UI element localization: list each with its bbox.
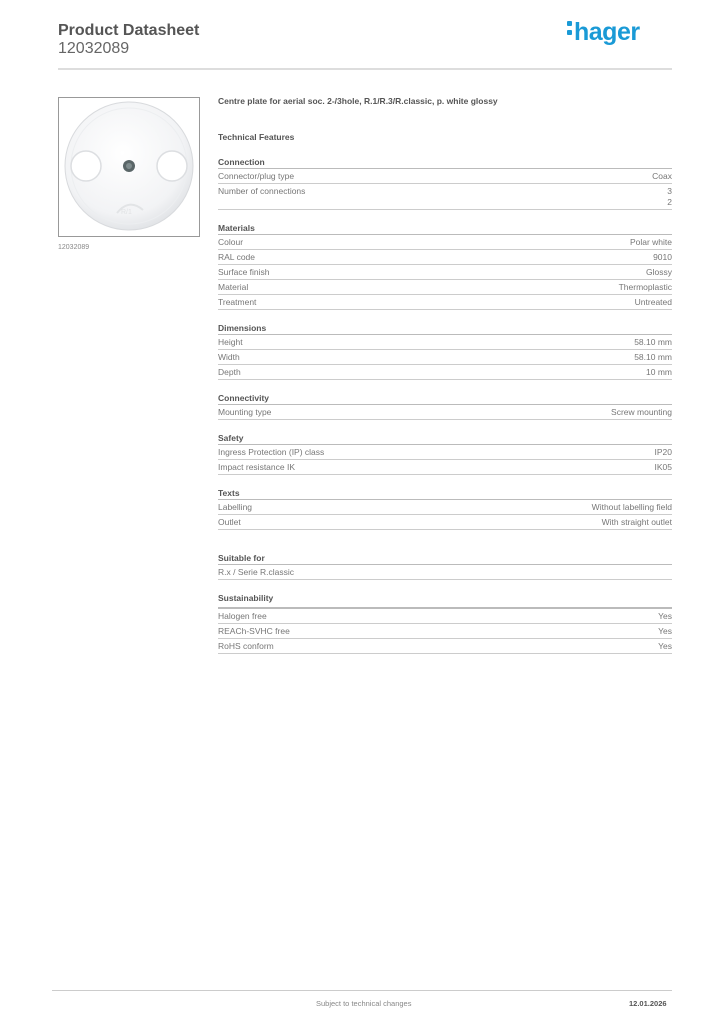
spec-value: Thermoplastic xyxy=(618,282,672,292)
spec-label: Treatment xyxy=(218,297,257,307)
footer-date: 12.01.2026 xyxy=(629,999,667,1008)
spec-label: Ingress Protection (IP) class xyxy=(218,447,325,457)
product-description: Centre plate for aerial soc. 2-/3hole, R.1/R.3/R.classic, p. white glossy xyxy=(218,96,498,106)
section-title: Suitable for xyxy=(218,552,672,565)
spec-label: Halogen free xyxy=(218,611,267,621)
spec-row xyxy=(218,350,672,365)
spec-value-group xyxy=(667,186,672,208)
spec-row xyxy=(218,445,672,460)
spec-value: 9010 xyxy=(653,252,672,262)
section-sustainability xyxy=(218,592,672,654)
spec-label: RAL code xyxy=(218,252,256,262)
section-connectivity xyxy=(218,392,672,420)
spec-row xyxy=(218,609,672,624)
spec-value: Glossy xyxy=(646,267,672,277)
datasheet-content xyxy=(218,95,672,654)
section-suitable-for xyxy=(218,552,672,580)
section-title: Connectivity xyxy=(218,392,672,405)
spec-label: Depth xyxy=(218,367,241,377)
spec-label: Surface finish xyxy=(218,267,270,277)
spec-row xyxy=(218,280,672,295)
logo-colon-icon xyxy=(567,17,574,39)
spec-value: Screw mounting xyxy=(611,407,672,417)
spec-row xyxy=(218,405,672,420)
spec-row xyxy=(218,250,672,265)
section-title: Materials xyxy=(218,222,672,235)
spec-value: Yes xyxy=(658,611,672,621)
footer-note: Subject to technical changes xyxy=(316,999,412,1008)
product-image xyxy=(58,97,200,237)
section-dimensions xyxy=(218,322,672,380)
image-caption: 12032089 xyxy=(58,244,90,251)
spec-row xyxy=(218,235,672,250)
spec-row xyxy=(218,169,672,184)
spec-value: 58.10 mm xyxy=(634,337,672,347)
hager-logo xyxy=(567,17,640,47)
spec-value: Yes xyxy=(658,626,672,636)
spec-value: IK05 xyxy=(654,462,672,472)
page-title: Product Datasheet xyxy=(58,22,200,39)
spec-label: REACh-SVHC free xyxy=(218,626,290,636)
spec-row xyxy=(218,365,672,380)
spec-label: Connector/plug type xyxy=(218,171,295,181)
spec-label: Impact resistance IK xyxy=(218,462,296,472)
spec-value: Yes xyxy=(658,641,672,651)
spec-label: Height xyxy=(218,337,243,347)
spec-label: RoHS conform xyxy=(218,641,274,651)
spec-value: With straight outlet xyxy=(601,517,672,527)
spec-label: Width xyxy=(218,352,240,362)
svg-text:R/1: R/1 xyxy=(121,209,132,216)
spec-row xyxy=(218,184,672,210)
spec-label: Mounting type xyxy=(218,407,272,417)
spec-row xyxy=(218,295,672,310)
footer-divider xyxy=(52,990,672,991)
section-safety xyxy=(218,432,672,475)
logo-text: hager xyxy=(574,18,640,46)
spec-row xyxy=(218,460,672,475)
header-divider xyxy=(58,68,672,70)
spec-value: 2 xyxy=(667,197,672,207)
spec-label: Number of connections xyxy=(218,186,306,196)
section-title: Sustainability xyxy=(218,592,672,609)
spec-value: Coax xyxy=(652,171,672,181)
spec-row xyxy=(218,639,672,654)
spec-row xyxy=(218,565,672,580)
section-texts xyxy=(218,487,672,530)
spec-value: 10 mm xyxy=(646,367,672,377)
section-title: Connection xyxy=(218,156,672,169)
spec-value: IP20 xyxy=(654,447,672,457)
technical-features-heading: Technical Features xyxy=(218,132,295,142)
spec-row xyxy=(218,500,672,515)
section-materials xyxy=(218,222,672,310)
spec-row xyxy=(218,335,672,350)
spec-value: Polar white xyxy=(629,237,672,247)
spec-label: R.x / Serie R.classic xyxy=(218,567,295,577)
spec-row xyxy=(218,624,672,639)
spec-value: Without labelling field xyxy=(591,502,672,512)
spec-label: Colour xyxy=(218,237,244,247)
spec-value: 58.10 mm xyxy=(634,352,672,362)
centre-plate-image-icon xyxy=(59,98,199,236)
spec-label: Material xyxy=(218,282,249,292)
section-title: Safety xyxy=(218,432,672,445)
article-number: 12032089 xyxy=(58,40,130,57)
section-title: Texts xyxy=(218,487,672,500)
spec-label: Labelling xyxy=(218,502,253,512)
spec-value: Untreated xyxy=(634,297,672,307)
spec-row xyxy=(218,515,672,530)
section-title: Dimensions xyxy=(218,322,672,335)
section-connection xyxy=(218,156,672,210)
spec-label: Outlet xyxy=(218,517,241,527)
spec-row xyxy=(218,265,672,280)
spec-value: 3 xyxy=(667,186,672,196)
